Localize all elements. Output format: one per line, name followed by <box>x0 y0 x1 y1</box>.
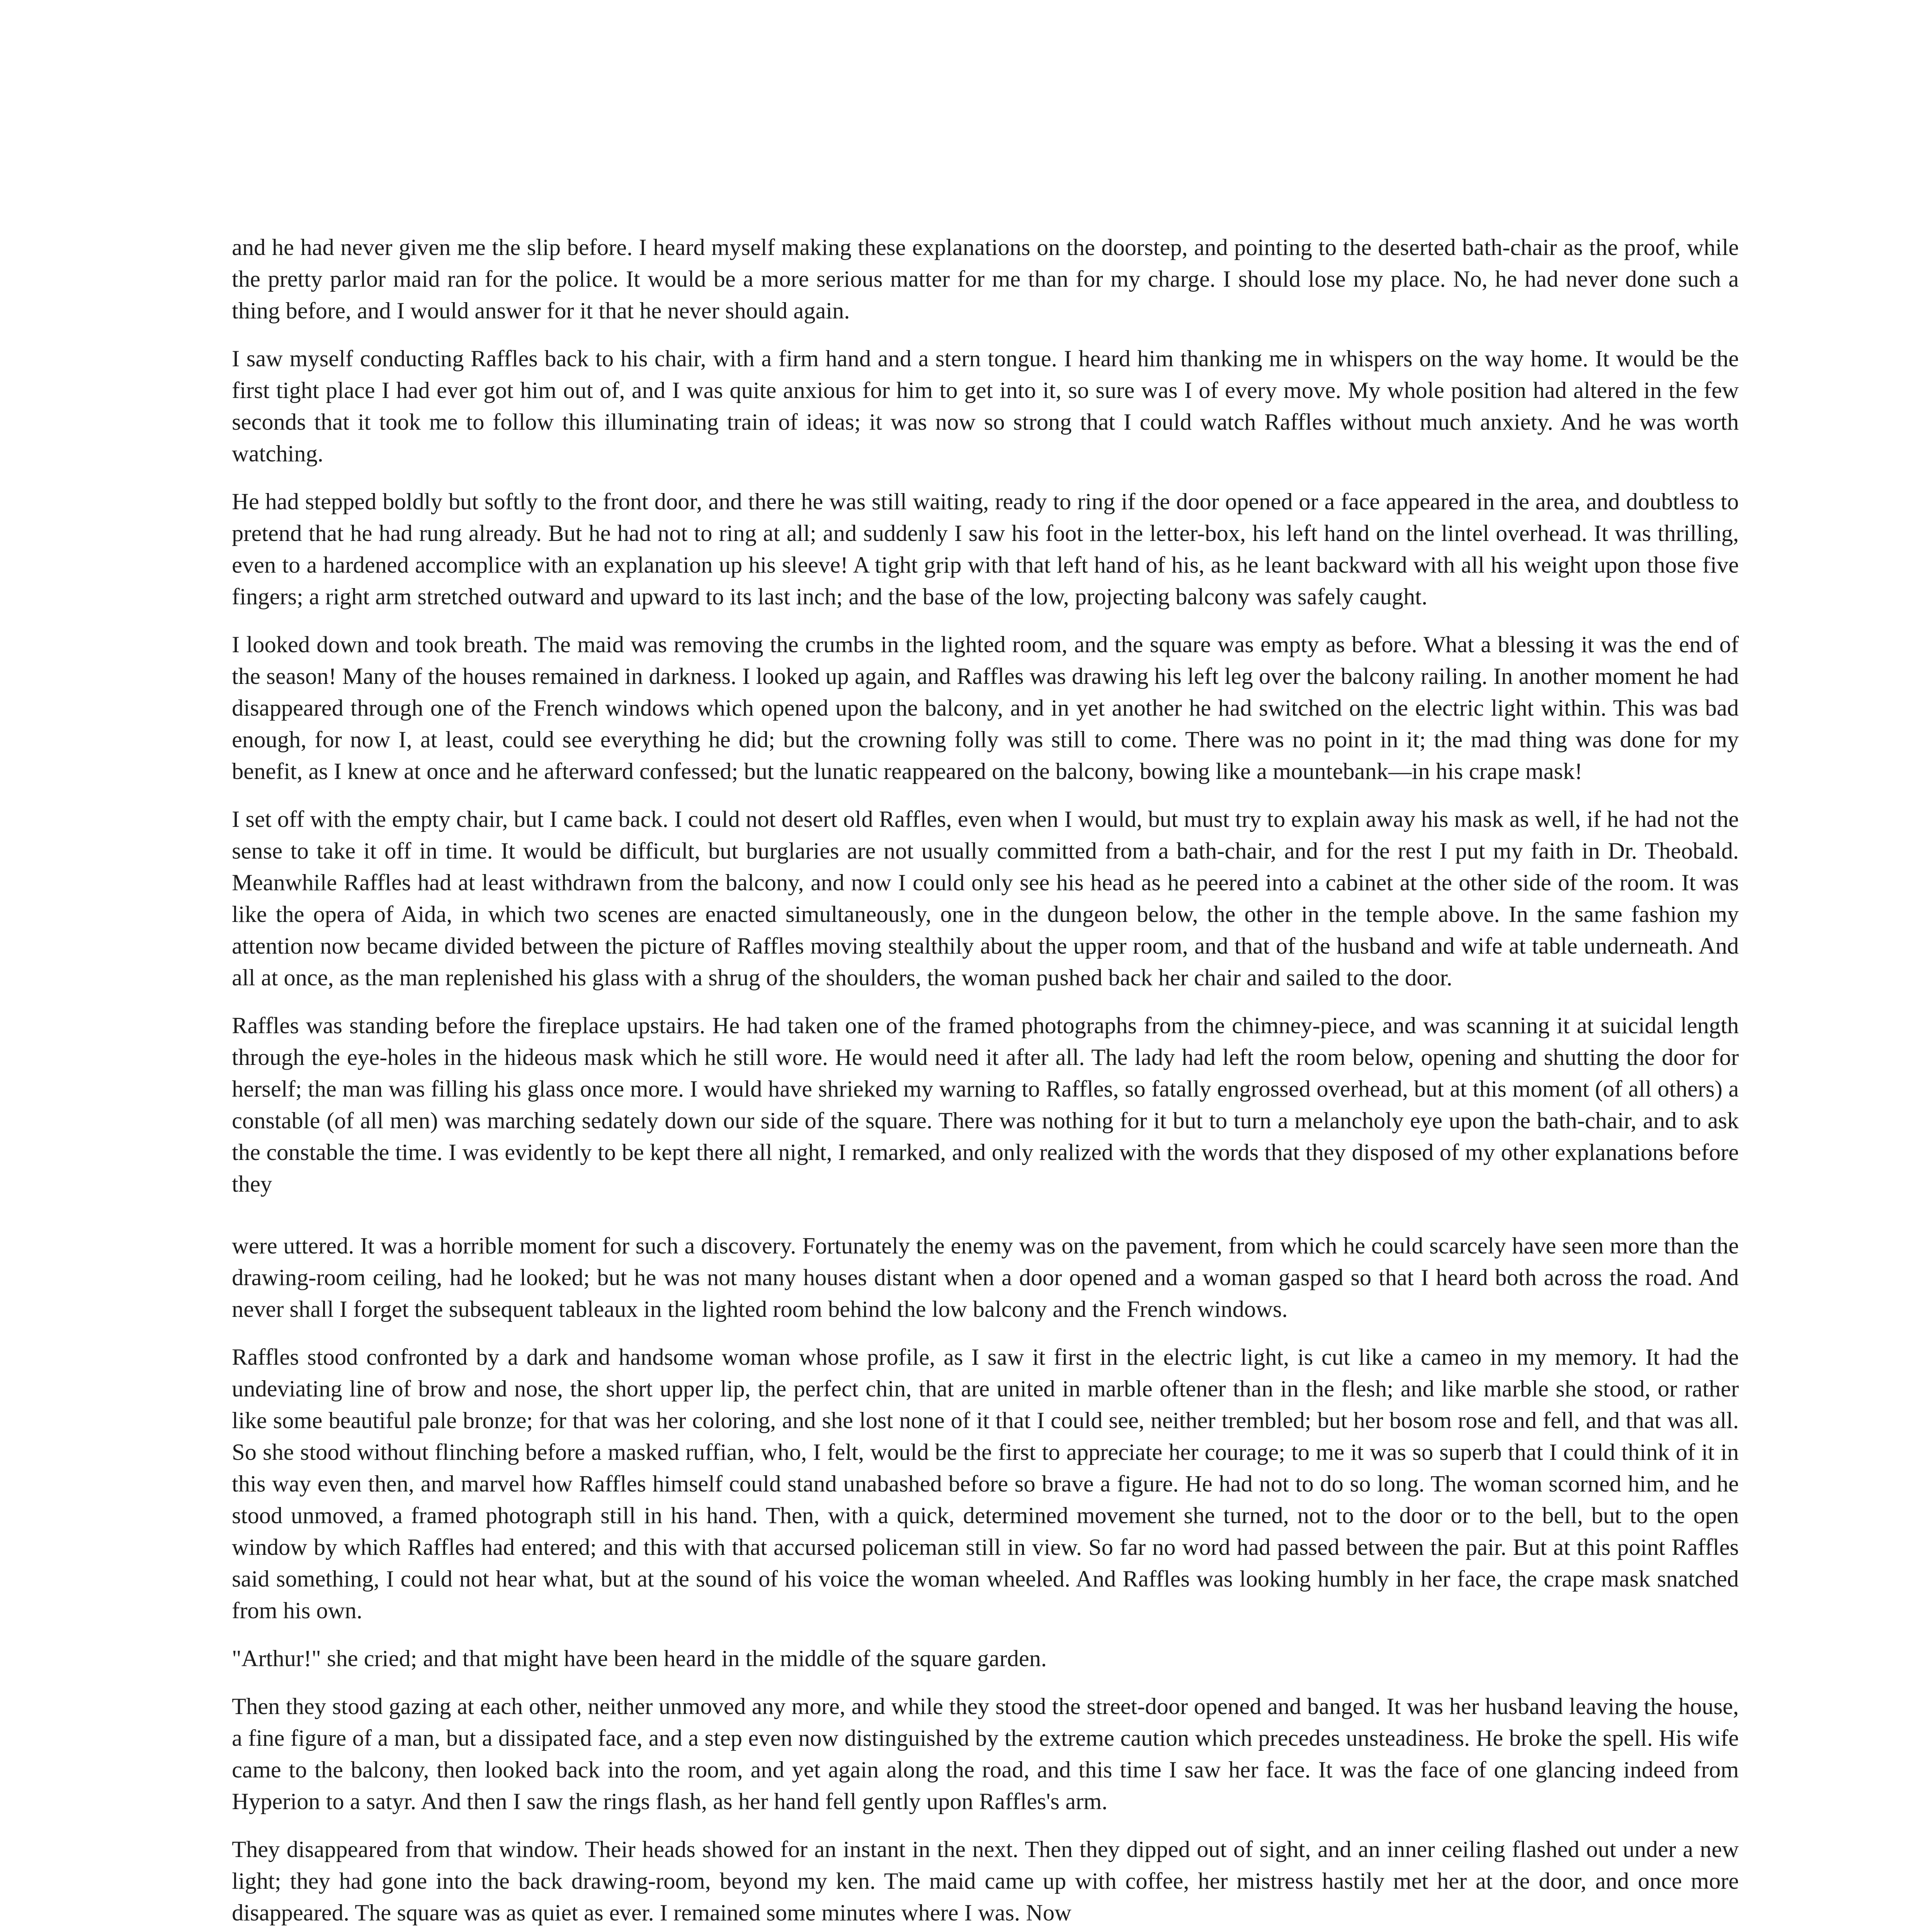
paragraph-5: I set off with the empty chair, but I came back. I could not desert old Raffles, even when I would, but must try to explain away his mask as well, if he had not the sense to take it off in time. It would be difficult, but burglaries are not usually committed from a bath-chair, and for the rest I put my faith in Dr. Theobald. Meanwhile Raffles had at least withdrawn from the balcony, and now I could only see his head as he peered into a cabinet at the other side of the room. It was like the opera of Aida, in which two scenes are enacted simultaneously, one in the dungeon below, the other in the temple above. In the same fashion my attention now became divided between the picture of Raffles moving stealthily about the upper room, and that of the husband and wife at table underneath. And all at once, as the man replenished his glass with a shrug of the shoulders, the woman pushed back her chair and sailed to the door. <box>232 806 1739 991</box>
paragraph-9: "Arthur!" she cried; and that might have been heard in the middle of the square garden. <box>232 1646 1047 1672</box>
paragraph-1: and he had never given me the slip before. I heard myself making these explanations on the doorstep, and pointing to the deserted bath-chair as the proof, while the pretty parlor maid ran for the police. It would be a more serious matter for me than for my charge. I should lose my place. No, he had never done such a thing before, and I would answer for it that he never should again. <box>232 235 1739 324</box>
paragraph-4: I looked down and took breath. The maid was removing the crumbs in the lighted room, and the square was empty as before. What a blessing it was the end of the season! Many of the houses remained in darkness. I looked up again, and Raffles was drawing his left leg over the balcony railing. In another moment he had disappeared through one of the French windows which opened upon the balcony, and in yet another he had switched on the electric light within. This was bad enough, for now I, at least, could see everything he did; but the crowning folly was still to come. There was no point in it; the mad thing was done for my benefit, as I knew at once and he afterward confessed; but the lunatic reappeared on the balcony, bowing like a mountebank—in his crape mask! <box>232 632 1739 784</box>
paragraph-10: Then they stood gazing at each other, neither unmoved any more, and while they stood the street-door opened and banged. It was her husband leaving the house, a fine figure of a man, but a dissipated face, and a step even now distinguished by the extreme caution which precedes unsteadiness. He broke the spell. His wife came to the balcony, then looked back into the room, and yet again along the road, and this time I saw her face. It was the face of one glancing indeed from Hyperion to a satyr. And then I saw the rings flash, as her hand fell gently upon Raffles's arm. <box>232 1694 1739 1815</box>
paragraph-3: He had stepped boldly but softly to the front door, and there he was still waiting, ready to ring if the door opened or a face appeared in the area, and doubtless to pretend that he had rung already. But he had not to ring at all; and suddenly I saw his foot in the letter-box, his left hand on the lintel overhead. It was thrilling, even to a hardened accomplice with an explanation up his sleeve! A tight grip with that left hand of his, as he leant backward with all his weight upon those five fingers; a right arm stretched outward and upward to its last inch; and the base of the low, projecting balcony was safely caught. <box>232 489 1739 610</box>
paragraph-2: I saw myself conducting Raffles back to his chair, with a firm hand and a stern tongue. I heard him thanking me in whispers on the way home. It would be the first tight place I had ever got him out of, and I was quite anxious for him to get into it, so sure was I of every move. My whole position had altered in the few seconds that it took me to follow this illuminating train of ideas; it was now so strong that I could watch Raffles without much anxiety. And he was worth watching. <box>232 346 1739 467</box>
paragraph-11: They disappeared from that window. Their heads showed for an instant in the next. Then they dipped out of sight, and an inner ceiling flashed out under a new light; they had gone into the back drawing-room, beyond my ken. The maid came up with coffee, her mistress hastily met her at the door, and once more disappeared. The square was as quiet as ever. I remained some minutes where I was. Now <box>232 1837 1739 1926</box>
paragraph-8: Raffles stood confronted by a dark and handsome woman whose profile, as I saw it first in the electric light, is cut like a cameo in my memory. It had the undeviating line of brow and nose, the short upper lip, the perfect chin, that are united in marble oftener than in the flesh; and like marble she stood, or rather like some beautiful pale bronze; for that was her coloring, and she lost none of it that I could see, neither trembled; but her bosom rose and fell, and that was all. So she stood without flinching before a masked ruffian, who, I felt, would be the first to appreciate her courage; to me it was so superb that I could think of it in this way even then, and marvel how Raffles himself could stand unabashed before so brave a figure. He had not to do so long. The woman scorned him, and he stood unmoved, a framed photograph still in his hand. Then, with a quick, determined movement she turned, not to the door or to the bell, but to the open window by which Raffles had entered; and this with that accursed policeman still in view. So far no word had passed between the pair. But at this point Raffles said something, I could not hear what, but at the sound of his voice the woman wheeled. And Raffles was looking humbly in her face, the crape mask snatched from his own. <box>232 1344 1739 1624</box>
page-body <box>232 232 1739 1929</box>
paragraph-7: were uttered. It was a horrible moment for such a discovery. Fortunately the enemy was on the pavement, from which he could scarcely have seen more than the drawing-room ceiling, had he looked; but he was not many houses distant when a door opened and a woman gasped so that I heard both across the road. And never shall I forget the subsequent tableaux in the lighted room behind the low balcony and the French windows. <box>232 1233 1739 1322</box>
paragraph-6: Raffles was standing before the fireplace upstairs. He had taken one of the framed photographs from the chimney-piece, and was scanning it at suicidal length through the eye-holes in the hideous mask which he still wore. He would need it after all. The lady had left the room below, opening and shutting the door for herself; the man was filling his glass once more. I would have shrieked my warning to Raffles, so fatally engrossed overhead, but at this moment (of all others) a constable (of all men) was marching sedately down our side of the square. There was nothing for it but to turn a melancholy eye upon the bath-chair, and to ask the constable the time. I was evidently to be kept there all night, I remarked, and only realized with the words that they disposed of my other explanations before they <box>232 1013 1739 1197</box>
